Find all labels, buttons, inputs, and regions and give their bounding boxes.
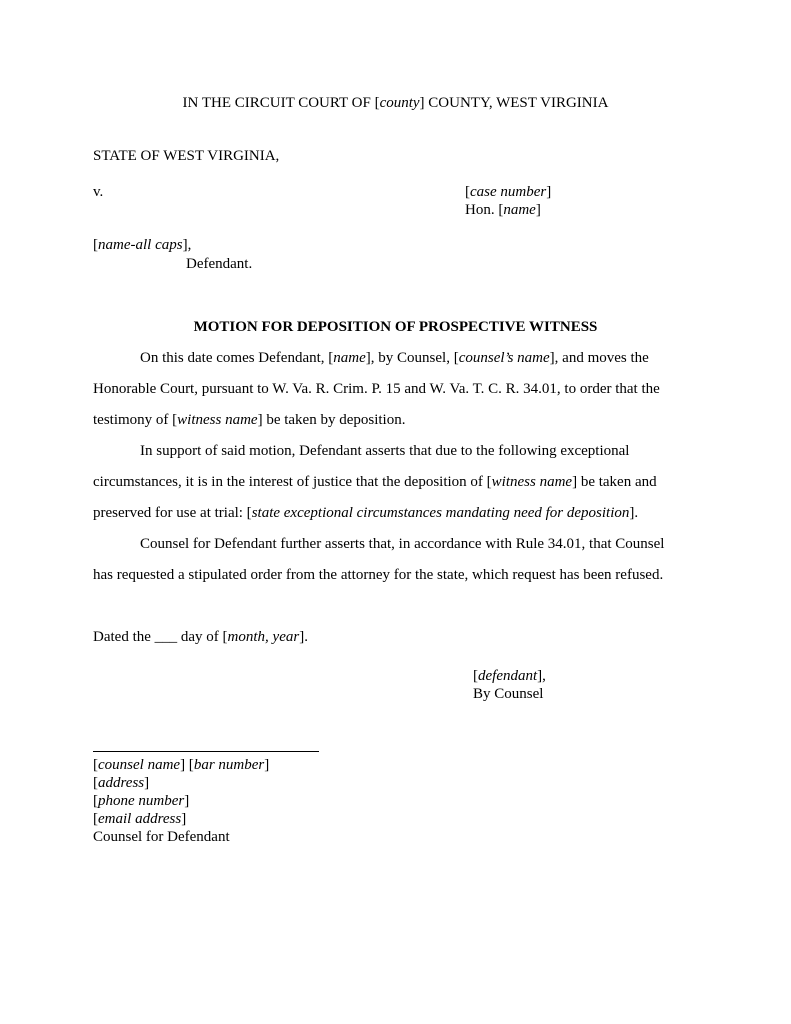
- paragraph-2-line-3: preserved for use at trial: [state exceptional circumstances mandating need for deposition].: [93, 505, 639, 521]
- paragraph-2-line-1: In support of said motion, Defendant asserts that due to the following exceptional: [140, 443, 630, 459]
- motion-title: MOTION FOR DEPOSITION OF PROSPECTIVE WITNESS: [193, 319, 598, 335]
- counsel-phone: [phone number]: [93, 793, 190, 809]
- signature-by-counsel: By Counsel: [473, 686, 544, 702]
- signature-party: [defendant],: [473, 668, 546, 684]
- defendant-name: [name-all caps],: [93, 237, 192, 253]
- court-header: IN THE CIRCUIT COURT OF [county] COUNTY, WEST VIRGINIA: [182, 95, 609, 111]
- versus-label: v.: [93, 184, 104, 200]
- defendant-role: Defendant.: [186, 256, 253, 272]
- counsel-name-line: [counsel name] [bar number]: [93, 757, 270, 773]
- counsel-email: [email address]: [93, 811, 187, 827]
- dated-line: Dated the ___ day of [month, year].: [93, 629, 308, 645]
- counsel-address: [address]: [93, 775, 150, 791]
- plaintiff-name: STATE OF WEST VIRGINIA,: [93, 148, 280, 164]
- paragraph-1-line-2: Honorable Court, pursuant to W. Va. R. Crim. P. 15 and W. Va. T. C. R. 34.01, to order that the: [93, 381, 660, 397]
- paragraph-3-line-2: has requested a stipulated order from the attorney for the state, which request has been refused.: [93, 567, 664, 583]
- county-placeholder: county: [379, 95, 420, 111]
- paragraph-1-line-1: On this date comes Defendant, [name], by Counsel, [counsel’s name], and moves the: [140, 350, 649, 366]
- paragraph-2-line-2: circumstances, it is in the interest of justice that the deposition of [witness name] be taken and: [93, 474, 657, 490]
- paragraph-3-line-1: Counsel for Defendant further asserts that, in accordance with Rule 34.01, that Counsel: [140, 536, 665, 552]
- judge-name: Hon. [name]: [465, 202, 541, 218]
- paragraph-1-line-3: testimony of [witness name] be taken by deposition.: [93, 412, 406, 428]
- case-number: [case number]: [465, 184, 552, 200]
- signature-line: [93, 751, 319, 752]
- counsel-role: Counsel for Defendant: [93, 829, 230, 845]
